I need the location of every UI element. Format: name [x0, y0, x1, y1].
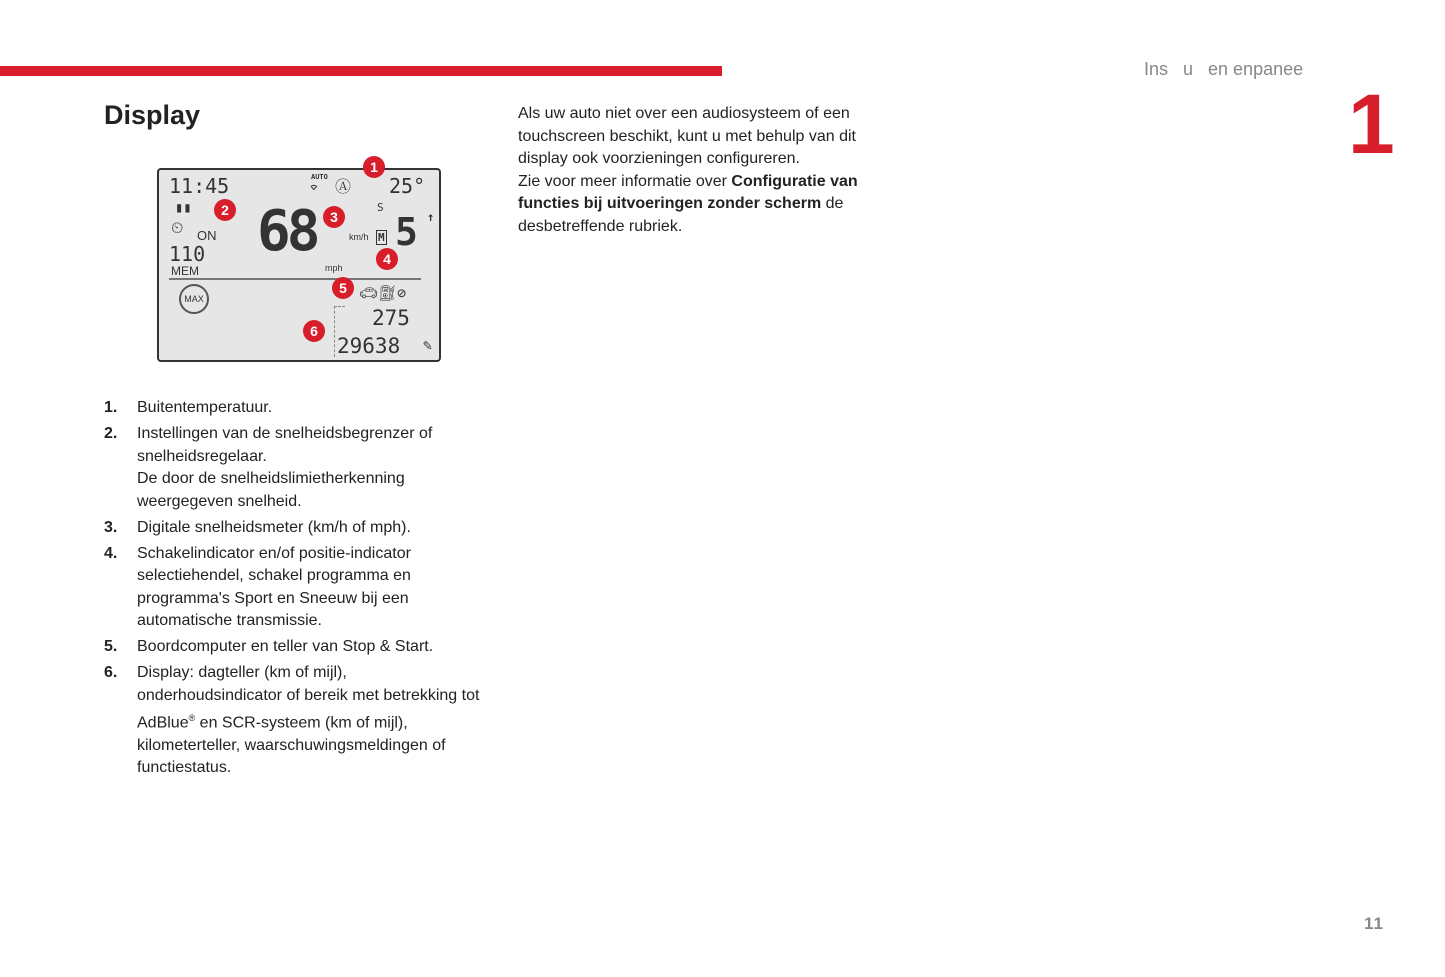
lcd-on: ON [197, 228, 217, 243]
section-title: Ins u en enpanee [1144, 59, 1304, 79]
upshift-arrow-icon: ↑ [427, 210, 435, 224]
wrench-icon: ✎ [423, 336, 433, 354]
callout-6: 6 [303, 320, 325, 342]
display-illustration [157, 168, 441, 362]
lcd-trip: 275 [372, 306, 410, 330]
list-item [104, 423, 484, 513]
header-red-bar [0, 66, 722, 76]
page-number: 11 [1364, 914, 1384, 933]
item-text-2: De door de snelheidslimietherkenning weergegeven snelheid. [137, 470, 405, 510]
lcd-speed: 68 [257, 199, 317, 264]
registered-mark: ® [188, 713, 196, 723]
item-text: Instellingen van de snelheidsbegrenzer of snelheidsregelaar. [137, 425, 433, 465]
lcd-max: MAX [179, 284, 209, 314]
pause-icon: ▮▮ [175, 200, 192, 216]
speedometer-icon: ⏲ [171, 218, 184, 237]
item-text: Display: dagteller (km of mijl), onderhoudsindicator of bereik met betrekking tot AdBlue [137, 664, 480, 732]
divider [169, 278, 421, 280]
lcd-gear: 5 [395, 210, 418, 254]
lcd-limit: 110 [169, 242, 206, 266]
callout-5: 5 [332, 277, 354, 299]
lcd-manual: M [378, 231, 385, 244]
car-icon: 🚗︎⛽︎⊘ [359, 284, 407, 302]
item-text-cont: en SCR-systeem (km of mijl), kilometerteller, waarschuwingsmeldingen of functiestatus. [137, 714, 446, 777]
callout-3: 3 [323, 206, 345, 228]
lcd-auto: AUTO [311, 173, 328, 181]
chapter-number: 1 [1348, 77, 1395, 171]
callout-4: 4 [376, 248, 398, 270]
list-item [104, 543, 484, 633]
item-number: 1. [104, 399, 118, 416]
list-item [104, 636, 484, 659]
lcd-sport: S [377, 201, 384, 214]
item-number: 6. [104, 664, 118, 681]
paragraph: Als uw auto niet over een audiosysteem of een touchscreen beschikt, kunt u met behulp van dit display ook voorzieningen configureren. [518, 105, 856, 167]
item-number: 3. [104, 518, 118, 536]
item-text: Digitale snelheidsmeter (km/h of mph). [137, 518, 411, 536]
item-text: Buitentemperatuur. [137, 399, 273, 416]
callout-1: 1 [363, 156, 385, 178]
wiper-icon: ⌔ [309, 178, 319, 197]
lcd-mem: MEM [171, 264, 199, 278]
callout-2: 2 [214, 199, 236, 221]
list-item [104, 397, 484, 420]
lcd-temp: 25° [389, 174, 426, 198]
lcd-time: 11:45 [169, 174, 230, 198]
item-text: Boordcomputer en teller van Stop & Start. [137, 638, 434, 655]
item-text: Schakelindicator en/of positie-indicator selectiehendel, schakel programma en programma's Sport en Sneeuw bij een automatische transmissie. [137, 544, 411, 629]
lcd-odometer: 29638 [337, 334, 401, 358]
list-item [104, 517, 484, 540]
list-item [104, 662, 484, 780]
brake-icon: Ⓐ [335, 177, 352, 196]
paragraph [518, 171, 888, 239]
lcd-kmh: km/h [349, 232, 369, 242]
legend-list [104, 397, 484, 783]
item-number: 2. [104, 425, 118, 442]
cross-reference: Configuratie van functies bij uitvoeringen zonder scherm [518, 172, 858, 212]
lcd-mph: mph [325, 263, 343, 273]
item-number: 5. [104, 638, 118, 655]
item-number: 4. [104, 544, 118, 562]
intro-text [518, 103, 888, 238]
text: de desbetreffende rubriek. [518, 195, 844, 235]
text: Zie voor meer informatie over [518, 172, 732, 190]
page-title: Display [104, 100, 201, 130]
